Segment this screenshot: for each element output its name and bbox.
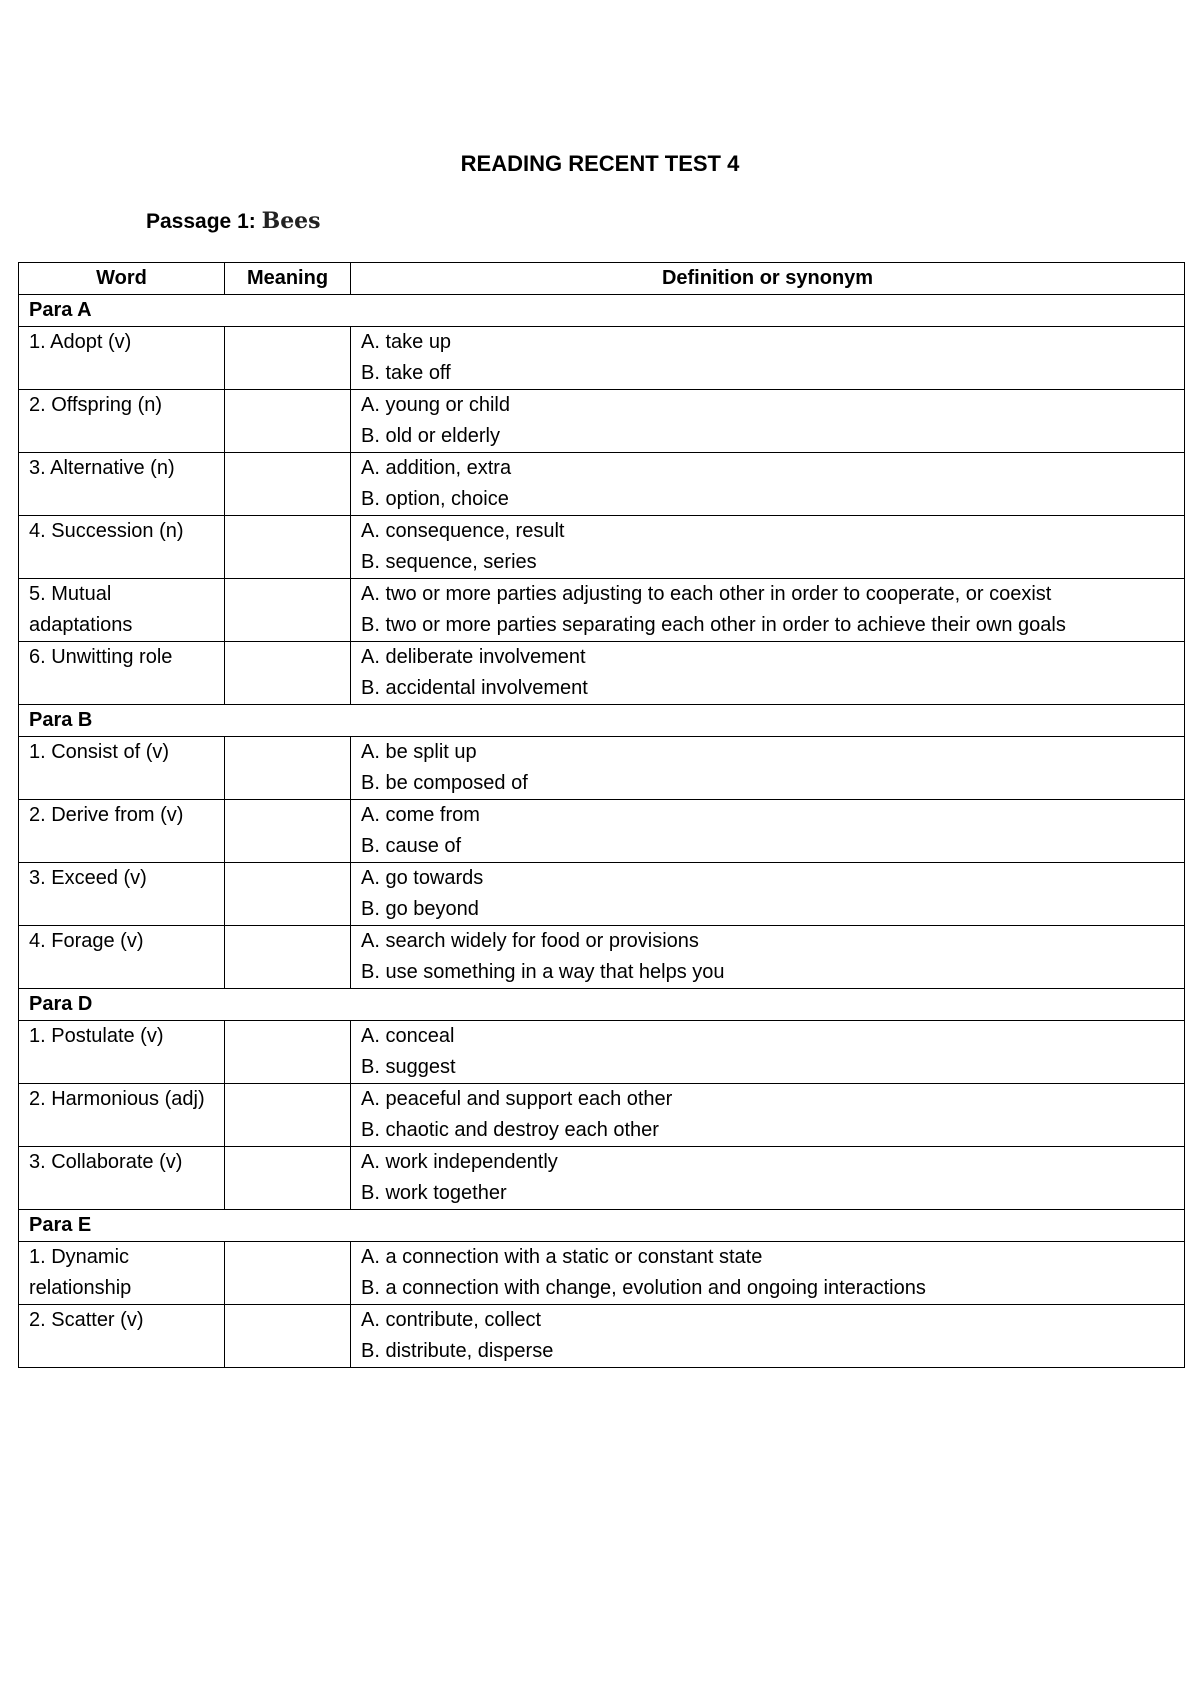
definition-cell [351, 1242, 1185, 1305]
header-word: Word [19, 263, 225, 295]
meaning-answer-cell[interactable] [225, 579, 351, 642]
table-row [19, 642, 1185, 705]
option-b: B. option, choice [361, 488, 509, 510]
meaning-answer-cell[interactable] [225, 390, 351, 453]
vocabulary-table [18, 262, 1185, 1368]
table-row [19, 1147, 1185, 1210]
option-a: A. addition, extra [361, 457, 512, 479]
definition-cell [351, 642, 1185, 705]
passage-label: Passage 1: [146, 210, 256, 233]
option-b: B. two or more parties separating each other in order to achieve their own goals [361, 614, 1066, 636]
definition-cell [351, 926, 1185, 989]
meaning-answer-cell[interactable] [225, 926, 351, 989]
definition-cell [351, 1021, 1185, 1084]
definition-cell [351, 579, 1185, 642]
word-cell: 2. Harmonious (adj) [19, 1084, 225, 1147]
word-cell: 1. Consist of (v) [19, 737, 225, 800]
meaning-answer-cell[interactable] [225, 800, 351, 863]
option-a: A. contribute, collect [361, 1309, 542, 1331]
table-row [19, 800, 1185, 863]
definition-cell [351, 863, 1185, 926]
word-cell: 2. Scatter (v) [19, 1305, 225, 1368]
passage-topic: Bees [261, 208, 321, 234]
table-row [19, 863, 1185, 926]
word-cell: 3. Exceed (v) [19, 863, 225, 926]
header-meaning: Meaning [225, 263, 351, 295]
option-a: A. conceal [361, 1025, 455, 1047]
header-definition: Definition or synonym [351, 263, 1185, 295]
section-row [19, 1210, 1185, 1242]
section-label: Para E [19, 1210, 1185, 1242]
option-a: A. peaceful and support each other [361, 1088, 673, 1110]
meaning-answer-cell[interactable] [225, 1021, 351, 1084]
table-row [19, 1242, 1185, 1305]
word-cell: 1. Adopt (v) [19, 327, 225, 390]
table-row [19, 1084, 1185, 1147]
option-a: A. be split up [361, 741, 477, 763]
meaning-answer-cell[interactable] [225, 327, 351, 390]
definition-cell [351, 737, 1185, 800]
option-b: B. take off [361, 362, 451, 384]
word-cell: 2. Offspring (n) [19, 390, 225, 453]
section-label: Para B [19, 705, 1185, 737]
option-a: A. two or more parties adjusting to each other in order to cooperate, or coexist [361, 583, 1052, 605]
word-cell: 4. Succession (n) [19, 516, 225, 579]
meaning-answer-cell[interactable] [225, 737, 351, 800]
section-row [19, 295, 1185, 327]
word-cell: 4. Forage (v) [19, 926, 225, 989]
meaning-answer-cell[interactable] [225, 1147, 351, 1210]
section-label: Para A [19, 295, 1185, 327]
table-row [19, 1021, 1185, 1084]
vocabulary-table-body [19, 295, 1185, 1368]
meaning-answer-cell[interactable] [225, 516, 351, 579]
option-b: B. sequence, series [361, 551, 537, 573]
definition-cell [351, 1147, 1185, 1210]
meaning-answer-cell[interactable] [225, 642, 351, 705]
option-b: B. go beyond [361, 898, 479, 920]
meaning-answer-cell[interactable] [225, 1084, 351, 1147]
word-cell: 5. Mutual adaptations [19, 579, 225, 642]
option-b: B. distribute, disperse [361, 1340, 554, 1362]
option-a: A. deliberate involvement [361, 646, 586, 668]
option-a: A. young or child [361, 394, 510, 416]
option-b: B. cause of [361, 835, 462, 857]
definition-cell [351, 1305, 1185, 1368]
word-cell: 2. Derive from (v) [19, 800, 225, 863]
option-b: B. use something in a way that helps you [361, 961, 725, 983]
definition-cell [351, 1084, 1185, 1147]
meaning-answer-cell[interactable] [225, 863, 351, 926]
option-b: B. a connection with change, evolution and ongoing interactions [361, 1277, 926, 1299]
option-b: B. work together [361, 1182, 507, 1204]
table-row [19, 737, 1185, 800]
meaning-answer-cell[interactable] [225, 1242, 351, 1305]
option-a: A. a connection with a static or constant state [361, 1246, 763, 1268]
table-row [19, 926, 1185, 989]
option-a: A. search widely for food or provisions [361, 930, 699, 952]
word-cell: 3. Collaborate (v) [19, 1147, 225, 1210]
option-b: B. old or elderly [361, 425, 500, 447]
definition-cell [351, 516, 1185, 579]
table-row [19, 453, 1185, 516]
page-title: READING RECENT TEST 4 [460, 151, 740, 176]
table-header-row [19, 263, 1185, 295]
word-cell: 3. Alternative (n) [19, 453, 225, 516]
definition-cell [351, 327, 1185, 390]
option-b: B. suggest [361, 1056, 456, 1078]
passage-heading [146, 206, 321, 237]
meaning-answer-cell[interactable] [225, 453, 351, 516]
definition-cell [351, 453, 1185, 516]
option-a: A. consequence, result [361, 520, 565, 542]
word-cell: 6. Unwitting role [19, 642, 225, 705]
option-b: B. chaotic and destroy each other [361, 1119, 659, 1141]
table-row [19, 327, 1185, 390]
table-row [19, 516, 1185, 579]
table-row [19, 579, 1185, 642]
option-a: A. take up [361, 331, 452, 353]
word-cell: 1. Postulate (v) [19, 1021, 225, 1084]
section-label: Para D [19, 989, 1185, 1021]
section-row [19, 705, 1185, 737]
definition-cell [351, 390, 1185, 453]
definition-cell [351, 800, 1185, 863]
word-cell: 1. Dynamic relationship [19, 1242, 225, 1305]
table-row [19, 390, 1185, 453]
meaning-answer-cell[interactable] [225, 1305, 351, 1368]
option-a: A. work independently [361, 1151, 558, 1173]
option-a: A. go towards [361, 867, 484, 889]
table-row [19, 1305, 1185, 1368]
option-b: B. be composed of [361, 772, 528, 794]
option-a: A. come from [361, 804, 480, 826]
section-row [19, 989, 1185, 1021]
option-b: B. accidental involvement [361, 677, 588, 699]
